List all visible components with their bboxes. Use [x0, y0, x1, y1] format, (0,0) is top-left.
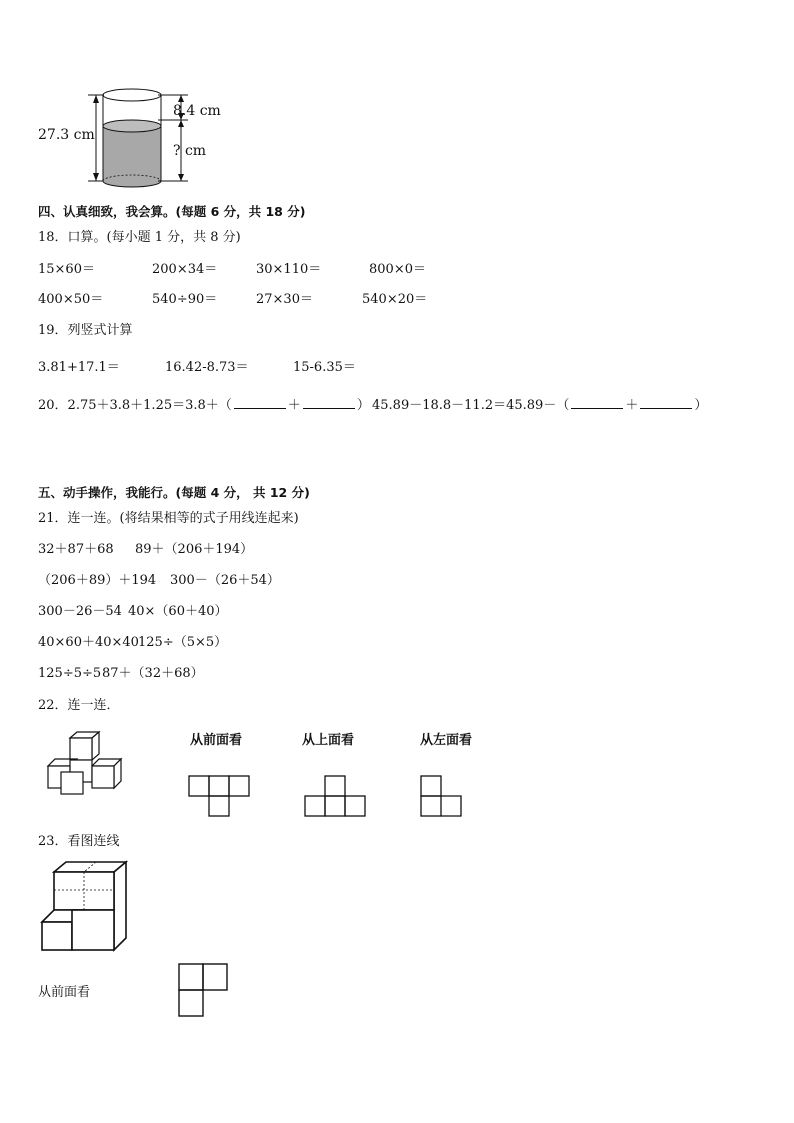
q23-cube-figure	[40, 860, 130, 956]
q20-part2-plus: ＋	[625, 398, 639, 413]
q18-item: 400×50＝	[38, 292, 104, 307]
q20-blank-2[interactable]	[303, 396, 355, 409]
q20-part2-suffix: ）	[694, 398, 708, 413]
q18-item: 30×110＝	[256, 262, 322, 277]
q21-right-expr: 87＋（32＋68）	[102, 666, 204, 681]
q21-left-expr: 125÷5÷5	[38, 666, 102, 681]
q18-title: 18．口算。(每小题 1 分，共 8 分)	[38, 230, 241, 245]
q23-view-label: 从前面看	[38, 985, 91, 1000]
q21-left-expr: 40×60＋40×40	[38, 635, 139, 650]
q19-item: 3.81+17.1＝	[38, 360, 120, 375]
q21-title: 21．连一连。(将结果相等的式子用线连起来)	[38, 511, 299, 526]
q21-left-expr: （206＋89）＋194	[38, 573, 157, 588]
q22-view-shape-2	[304, 775, 366, 819]
q23-view-shape	[178, 963, 230, 1019]
q22-view-label-front: 从前面看	[190, 733, 243, 748]
q20-part2	[372, 396, 707, 414]
cylinder-bottom-label: ? cm	[173, 143, 207, 159]
q21-right-expr: 300－（26＋54）	[170, 573, 280, 588]
q22-view-shape-3	[420, 775, 464, 819]
q20-part1-prefix: 20．2.75＋3.8＋1.25＝3.8＋（	[38, 398, 232, 413]
q18-item: 800×0＝	[369, 262, 426, 277]
q20-part1	[38, 396, 370, 414]
cylinder-total-label: 27.3 cm	[38, 127, 95, 143]
q18-item: 540×20＝	[362, 292, 428, 307]
q19-item: 15-6.35＝	[293, 360, 356, 375]
q20-part1-plus: ＋	[287, 398, 301, 413]
cylinder-top-label: 8.4 cm	[173, 103, 221, 119]
q18-item: 540÷90＝	[152, 292, 218, 307]
section4-heading: 四、认真细致，我会算。(每题 6 分，共 18 分)	[38, 204, 306, 219]
q20-blank-1[interactable]	[234, 396, 286, 409]
q18-item: 200×34＝	[152, 262, 218, 277]
q22-title: 22．连一连．	[38, 698, 120, 713]
q20-part1-suffix: ）	[356, 398, 370, 413]
q21-left-expr: 300－26－54	[38, 604, 122, 619]
q19-title: 19．列竖式计算	[38, 323, 133, 338]
q21-left-expr: 32＋87＋68	[38, 542, 114, 557]
q18-item: 15×60＝	[38, 262, 95, 277]
q20-part2-prefix: 45.89－18.8－11.2＝45.89－（	[372, 398, 570, 413]
q22-cube-figure	[44, 732, 134, 798]
section5-heading: 五、动手操作，我能行。(每题 4 分， 共 12 分)	[38, 485, 310, 500]
q22-view-label-left: 从左面看	[420, 733, 473, 748]
q18-item: 27×30＝	[256, 292, 313, 307]
q22-view-label-top: 从上面看	[302, 733, 355, 748]
q21-right-expr: 40×（60＋40）	[128, 604, 228, 619]
q20-blank-3[interactable]	[571, 396, 623, 409]
q19-item: 16.42-8.73＝	[165, 360, 249, 375]
q21-right-expr: 89＋（206＋194）	[135, 542, 254, 557]
q20-blank-4[interactable]	[640, 396, 692, 409]
q21-right-expr: 125÷（5×5）	[138, 635, 228, 650]
q22-view-shape-1	[188, 775, 250, 819]
q23-title: 23．看图连线	[38, 834, 120, 849]
